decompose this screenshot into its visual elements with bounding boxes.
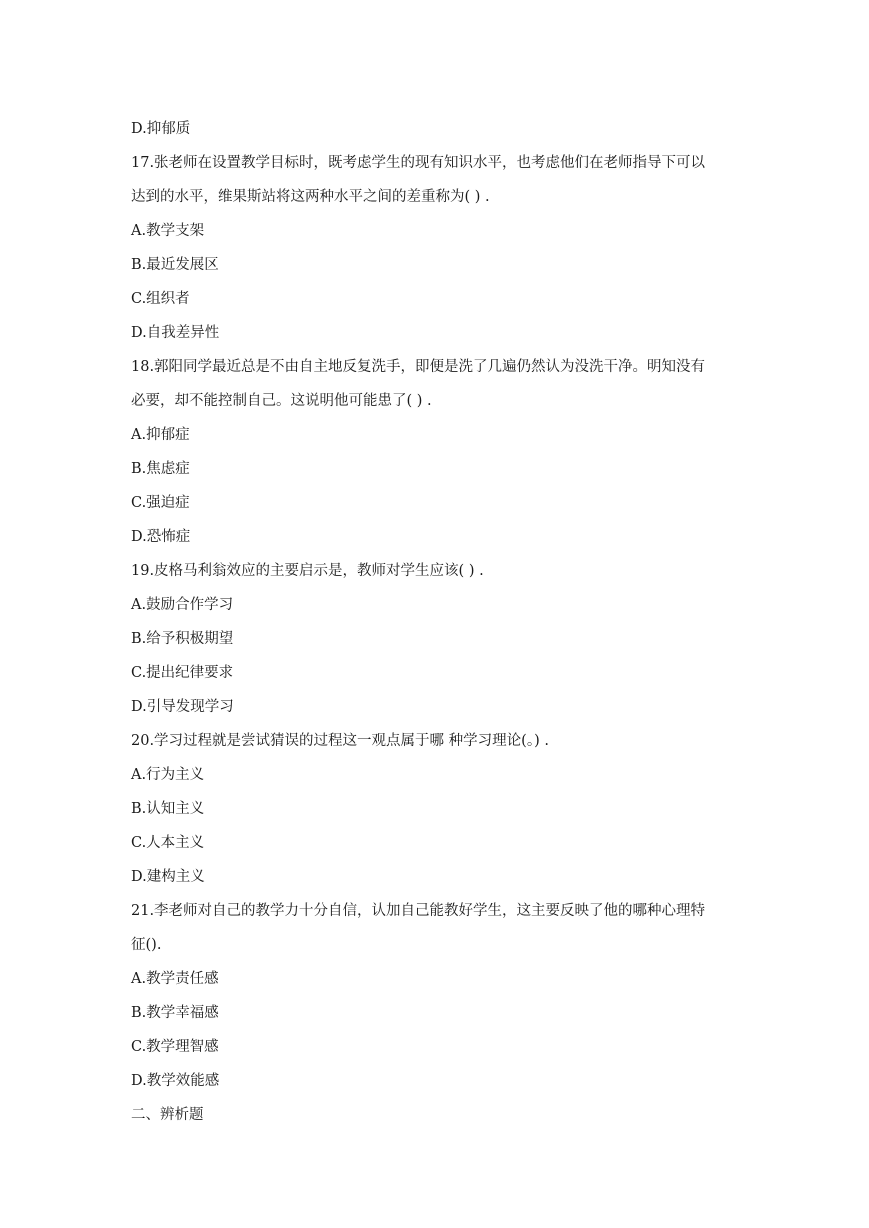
question-line: 19.皮格马利翁效应的主要启示是，教师对学生应该( ) . (131, 563, 484, 579)
answer-option: D.抑郁质 (131, 121, 191, 137)
question-line: 必要，却不能控制自己。这说明他可能患了( ) . (131, 393, 432, 409)
answer-option: A.抑郁症 (131, 427, 190, 443)
answer-option: D.建构主义 (131, 869, 205, 885)
section-heading: 二、辨析题 (131, 1107, 204, 1123)
answer-option: A.鼓励合作学习 (131, 597, 234, 613)
question-line: 征(). (131, 937, 162, 953)
answer-option: C.提出纪律要求 (131, 665, 234, 681)
answer-option: D.恐怖症 (131, 529, 191, 545)
question-text (131, 554, 741, 588)
answer-option: D.自我差异性 (131, 325, 220, 341)
question-line: 21.李老师对自己的教学力十分自信，认加自己能教好学生，这主要反映了他的哪种心理特 (131, 903, 706, 919)
answer-option: A.教学责任感 (131, 971, 219, 987)
question-text (131, 350, 741, 418)
answer-option: D.引导发现学习 (131, 699, 234, 715)
answer-option: B.给予积极期望 (131, 631, 234, 647)
answer-option: A.行为主义 (131, 767, 205, 783)
answer-option: C.组织者 (131, 291, 190, 307)
answer-option: B.焦虑症 (131, 461, 190, 477)
question-line: 18.郭阳同学最近总是不由自主地反复洗手，即便是洗了几遍仍然认为没洗干净。明知没有 (131, 359, 706, 375)
question-line: 20.学习过程就是尝试猜误的过程这一观点属于哪 种学习理论(。) . (131, 733, 549, 749)
answer-option: B.教学幸福感 (131, 1005, 219, 1021)
question-text (131, 146, 741, 214)
question-line: 17.张老师在设置教学目标时，既考虑学生的现有知识水平，也考虑他们在老师指导下可以 (131, 155, 706, 171)
question-text (131, 724, 741, 758)
question-line: 达到的水平，维果斯站将这两种水平之间的差重称为( ) . (131, 189, 490, 205)
answer-option: C.人本主义 (131, 835, 205, 851)
question-text (131, 894, 741, 962)
answer-option: A.教学支架 (131, 223, 205, 239)
answer-option: C.强迫症 (131, 495, 190, 511)
answer-option: C.教学理智感 (131, 1039, 219, 1055)
answer-option: B.认知主义 (131, 801, 205, 817)
exam-content (131, 112, 741, 1132)
answer-option: D.教学效能感 (131, 1073, 220, 1089)
answer-option: B.最近发展区 (131, 257, 219, 273)
